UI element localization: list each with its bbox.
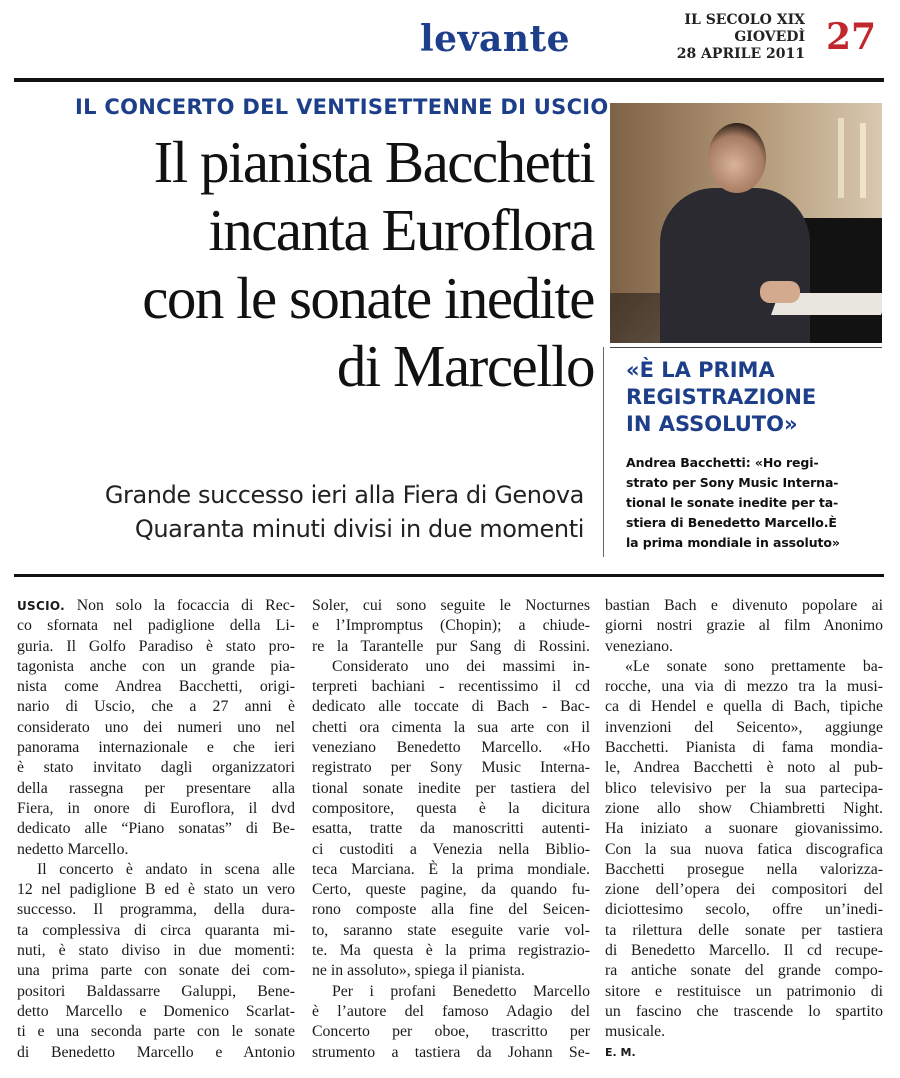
text-line: giorni nostri grazie al film Anonimo (605, 617, 883, 635)
text-line: le, Andrea Bacchetti è noto al pub- (605, 759, 883, 777)
headline-line: con le sonate inedite (142, 265, 594, 331)
text-line: una prima parte con sonate dei com- (17, 962, 295, 980)
pullquote (626, 357, 876, 438)
text-line: nista come Andrea Bacchetti, origi- (17, 678, 295, 696)
text-line: della rassegna per presentare alla (17, 779, 295, 797)
text-line: nuti, è stato diviso in due momenti: (17, 942, 295, 960)
text-run: Non solo la focaccia di Rec- (76, 597, 295, 614)
photo-candle (838, 118, 844, 198)
text-line: invenzioni del Seicento», aggiunge (605, 718, 883, 736)
text-line: terpreti bachiani - recentissimo il cd (312, 678, 590, 696)
text-line: to, saranno state eseguite varie vol- (312, 921, 590, 939)
text-line: dedicato alle “Piano sonatas” di Be- (17, 820, 295, 838)
text-line: zione dell’opera dei compositori del (605, 881, 883, 899)
body-rule (14, 574, 884, 577)
text-line: re la Tarantelle pur Sang di Rossini. (312, 637, 590, 655)
text-line: 12 nel padiglione B ed è stato un vero (17, 881, 295, 899)
headline-line: Il pianista Bacchetti (153, 129, 594, 195)
text-line: ca di Hendel e quella di Bach, tipiche (605, 698, 883, 716)
text-line: di Benedetto Marcello. Il cd recupe- (605, 942, 883, 960)
subhead-line: Grande successo ieri alla Fiera di Genova (104, 481, 584, 509)
text-line: Bacchetti prosegue nella valorizza- (605, 860, 883, 878)
text-line: Ha iniziato a suonare giovanissimo. (605, 820, 883, 838)
caption-line: la prima mondiale in assoluto» (626, 535, 840, 550)
text-line: è l’autore del famoso Adagio del (312, 1002, 590, 1020)
text-line: Il concerto è andato in scena alle (37, 860, 295, 878)
sidebar-divider (603, 347, 604, 557)
text-line: Con la sua nuova fatica discografica (605, 840, 883, 858)
article-column-2 (312, 596, 590, 1063)
text-line: un fascino che trascende lo spartito (605, 1002, 883, 1020)
text-line: zione allo show Chiambretti Night. (605, 799, 883, 817)
sidebar-caption (626, 453, 878, 553)
pianist-photo (610, 103, 882, 343)
text-line: musicale. (605, 1023, 666, 1041)
text-line: Bacchetti. Pianista di fama mondia- (605, 739, 883, 757)
weekday: GIOVEDÌ (734, 29, 805, 45)
text-line: sitore e restituisce un patrimonio di (605, 982, 883, 1000)
photo-pianist-head (708, 123, 766, 193)
text-line: panorama internazionale e che ieri (17, 739, 295, 757)
caption-line: tional le sonate inedite per ta- (626, 495, 839, 510)
text-line: Per i profani Benedetto Marcello (332, 982, 590, 1000)
text-line: «Le sonate sono prettamente ba- (625, 657, 883, 675)
newspaper-name: IL SECOLO XIX (684, 12, 805, 28)
text-line: ta complessiva di circa quaranta mi- (17, 921, 295, 939)
dateline: USCIO. (17, 599, 65, 613)
article-column-1 (17, 596, 295, 1063)
text-line: nario di Uscio, che a 27 anni è (17, 698, 295, 716)
text-line: compositore, questa è la dicitura (312, 799, 590, 817)
photo-pianist-body (660, 188, 810, 343)
headline-line: di Marcello (336, 333, 594, 399)
text-line (17, 596, 295, 616)
text-line: detto Marcello e Domenico Scarlat- (17, 1002, 295, 1020)
text-line: te. Ma questa è la prima registrazio- (312, 942, 590, 960)
text-line: chetti ora cimenta la sua arte con il (312, 718, 590, 736)
author-signature: E. M. (605, 1045, 636, 1059)
text-line: veneziano. (605, 637, 673, 655)
page-number: 27 (826, 16, 877, 58)
text-line: nedetto Marcello. (17, 840, 129, 858)
text-line: veneziano Benedetto Marcello. «Ho (312, 739, 590, 757)
text-line: Fiera, in onore di Euroflora, il dvd (17, 799, 295, 817)
text-line: registrato per Sony Music Interna- (312, 759, 590, 777)
text-line: diciottesimo secolo, offre un’inedi- (605, 901, 883, 919)
text-line: ti e una seconda parte con le sonate (17, 1023, 295, 1041)
text-line: rocche, una via di mezzo tra la musi- (605, 678, 883, 696)
text-line: tional sonate inedite per tastiera del (312, 779, 590, 797)
text-line: rono composte alla fine del Seicen- (312, 901, 590, 919)
caption-line: Andrea Bacchetti: «Ho regi- (626, 455, 819, 470)
text-line: è stato invitato dagli organizzatori (17, 759, 295, 777)
text-line: strumento a tastiera da Johann Se- (312, 1043, 590, 1061)
caption-line: strato per Sony Music Interna- (626, 475, 839, 490)
text-line: ci custoditi a Venezia nella Biblio- (312, 840, 590, 858)
text-line: co sfornata nel padiglione della Li- (17, 617, 295, 635)
pullquote-line: IN ASSOLUTO» (626, 412, 798, 436)
photo-candle (860, 123, 866, 198)
text-line: di Benedetto Marcello e Antonio (17, 1043, 295, 1061)
top-rule (14, 78, 884, 82)
section-name: levante (420, 18, 571, 60)
subheadline (14, 478, 584, 546)
text-line: guria. Il Golfo Paradiso è stato pro- (17, 637, 295, 655)
text-line: Certo, queste pagine, da quando fu- (312, 881, 590, 899)
headline (14, 128, 594, 400)
masthead-info (677, 12, 805, 63)
text-line: ne in assoluto», spiega il pianista. (312, 962, 525, 980)
text-line: ra antiche sonate del grande compo- (605, 962, 883, 980)
text-line: teca Marciana. È la prima mondiale. (312, 860, 590, 878)
photo-hands (760, 281, 800, 303)
text-line: Soler, cui sono seguite le Nocturnes (312, 597, 590, 614)
text-line: e l’Impromptus (Chopin); a chiude- (312, 617, 590, 635)
text-line: dedicato alle toccate di Bach - Bac- (312, 698, 590, 716)
text-line: tagonista anche con un grande pia- (17, 657, 295, 675)
pullquote-line: REGISTRAZIONE (626, 385, 817, 409)
pullquote-line: «È LA PRIMA (626, 358, 775, 382)
text-line: bastian Bach e divenuto popolare ai (605, 597, 883, 614)
sidebar-rule (610, 347, 882, 348)
text-line: considerato uno dei numeri uno nel (17, 718, 295, 736)
headline-line: incanta Euroflora (208, 197, 594, 263)
text-line: positori Baldassarre Galuppi, Bene- (17, 982, 295, 1000)
text-line: successo. Il programma, della dura- (17, 901, 295, 919)
subhead-line: Quaranta minuti divisi in due momenti (134, 515, 584, 543)
text-line: esatta, tratte da manoscritti autenti- (312, 820, 590, 838)
text-line: ta rilettura delle sonate per tastiera (605, 921, 883, 939)
text-line: blico televisivo per la sua partecipa- (605, 779, 883, 797)
caption-line: stiera di Benedetto Marcello.È (626, 515, 837, 530)
issue-date: 28 APRILE 2011 (676, 46, 805, 62)
kicker: IL CONCERTO DEL VENTISETTENNE DI USCIO (75, 95, 609, 119)
text-line: Considerato uno dei massimi in- (332, 657, 590, 675)
article-column-3 (605, 596, 883, 1063)
text-line: Concerto per oboe, trascritto per (312, 1023, 590, 1041)
